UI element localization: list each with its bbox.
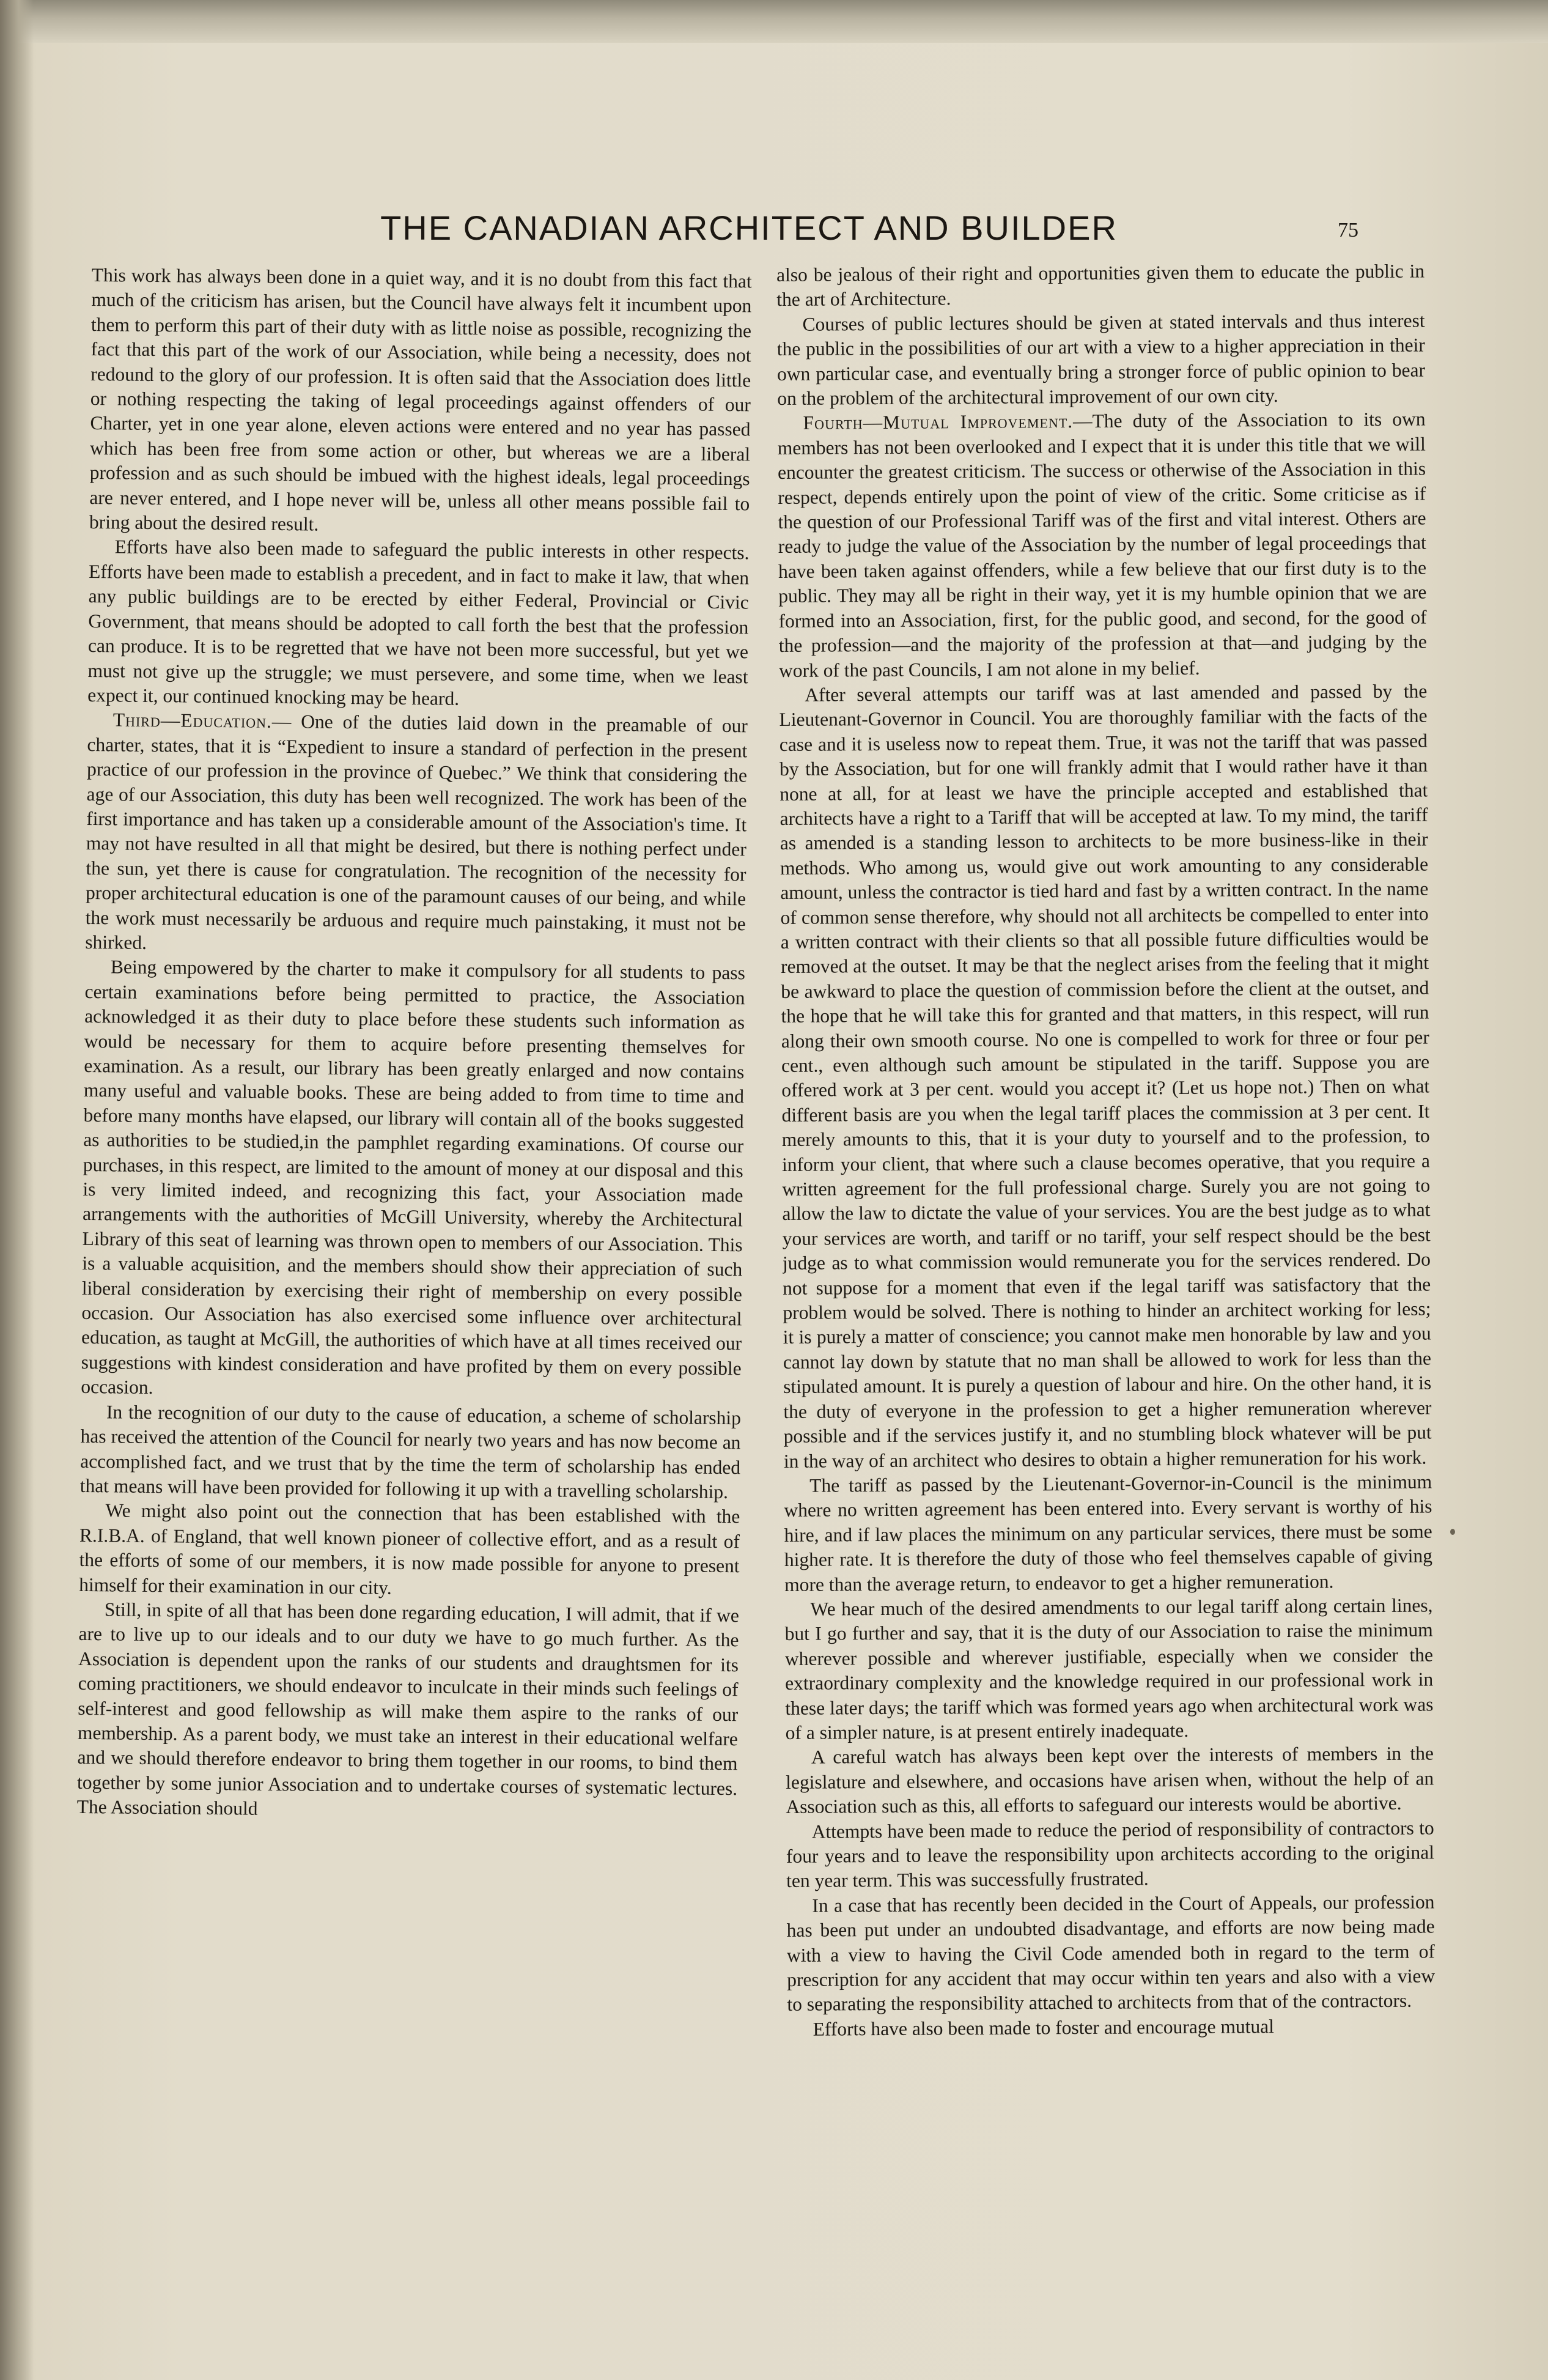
paragraph: Being empowered by the charter to make it compulsory for all students to pass certain examinations before being permitted to practice, the Association acknowledged it as their duty to place before these students such information as would be necessary for them to acquire before presenting themselves for examination. As a result, our library has been greatly enlarged and now contains many useful and valuable books. These are being added to from time to time and before many months have elapsed, our library will contain all of the books suggested as authorities to be studied,in the pamphlet regarding examinations. Of course our purchases, in this respect, are limited to the amount of money at our disposal and this is very limited indeed, and recognizing this fact, your Association made arrangements with the authorities of McGill University, whereby the Architectural Library of this seat of learning was thrown open to members of our Association. This is a valuable acquisition, and the members should show their appreciation of such liberal consideration by exercising their right of membership on every possible occasion. Our Association has also exercised some influence over architectural education, as taught at McGill, the authorities of which have at all times received our suggestions with kindest consideration and have profited by them on every possible occasion.: [81, 956, 746, 1399]
section-paragraph-mutual-improvement: [777, 407, 1427, 683]
running-head: [0, 203, 1548, 252]
paragraph: Still, in spite of all that has been done regarding education, I will admit, that if we are to live up to our ideals and to our duty we have to go much further. As the Association is dependent upon the ranks of our students and draughtsmen for its coming practitioners, we should endeavor to inculcate in their minds such feelings of self-interest and good fellowship as will make them aspire to the ranks of our membership. As a parent body, we must take an interest in their educational welfare and we should therefore endeavor to bring them together in our rooms, to bind them together by some junior Association and to undertake courses of systematic lectures. The Association should: [76, 1598, 739, 1819]
section-paragraph-education: [85, 708, 748, 961]
paragraph: The tariff as passed by the Lieutenant-Governor-in-Council is the minimum where no written agreement has been entered into. Every servant is worthy of his hire, and if law places the minimum on any particular services, there must be some higher rate. It is therefore the duty of those who feel themselves capable of giving more than the average return, to endeavor to get a higher remuneration.: [784, 1471, 1433, 1595]
paragraph: We hear much of the desired amendments to our legal tariff along certain lines, but I go further and say, that it is the duty of our Association to raise the minimum wherever possible and wherever justifiable, especially when we consider the extraordinary complexity and the knowledge required in our professional work in these later days; the tariff which was formed years ago when architectural work was of a simpler nature, is at present entirely inadequate.: [784, 1594, 1434, 1743]
paragraph: This work has always been done in a quiet way, and it is no doubt from this fact that much of the criticism has arisen, but the Council have always felt it incumbent upon them to perform this part of their duty with as little noise as possible, recognizing the fact that this part of the work of our Association, while being a necessity, does not redound to the glory of our profession. It is often said that the Association does little or nothing respecting the taking of legal proceedings against offenders of our Charter, yet in one year alone, eleven actions were entered and no year has passed which has been free from some action or other, but whereas we are a liberal profession and as such should be imbued with the highest ideals, legal proceedings are never entered, and I hope never will be, unless all other means possible fail to bring about the desired result.: [89, 264, 752, 535]
paragraph: also be jealous of their right and opportunities given them to educate the public in the art of Architecture.: [776, 260, 1425, 311]
paragraph: After several attempts our tariff was at last amended and passed by the Lieutenant-Governor in Council. You are thoroughly familiar with the facts of the case and it is useless now to repeat them. True, it was not the tariff that was passed by the Association, but for one will frankly admit that I would rather have it than none at all, for at least we have the principle accepted and established that architects have a right to a Tariff that will be accepted at law. To my mind, the tariff as amended is a standing lesson to architects to be more business-like in their methods. Who among us, would give out work amounting to any considerable amount, unless the contractor is tied hard and fast by a written contract. In the name of common sense therefore, why should not all architects be compelled to enter into a written contract with their clients so that all possible future difficulties would be removed at the outset. It may be that the neglect arises from the feeling that it might be awkward to place the question of commission before the client at the outset, and the hope that he will take this for granted and that matters, in this respect, will run along their own smooth course. No one is compelled to work for three or four per cent., even although such amount be stipulated in the tariff. Suppose you are offered work at 3 per cent. would you accept it? (Let us hope not.) Then on what different basis are you when the legal tariff places the commission at 3 per cent. It merely amounts to this, that it is your duty to yourself and to the profession, to inform your client, that where such a clause becomes operative, that you require a written agreement for the full professional charge. Surely you are not going to allow the law to dictate the value of your services. You are the best judge as to what your services are worth, and tariff or no tariff, your self respect should be the best judge as to what commission would remunerate you for the services rendered. Do not suppose for a moment that even if the legal tariff was satisfactory that the problem would be solved. There is nothing to hinder an architect working for less; it is purely a matter of conscience; you cannot make men honorable by law and you cannot lay down by statute that no man shall be allowed to work for less than the stipulated amount. It is purely a question of labour and hire. On the other hand, it is the duty of everyone in the profession to get a higher remuneration wherever possible and if the services justify it, and no stumbling block whatever will be put in the way of an architect who desires to obtain a higher remuneration for his work.: [779, 680, 1432, 1472]
paragraph: Efforts have also been made to safeguard the public interests in other respects. Efforts have been made to establish a precedent, and in fact to make it law, that when any public buildings are to be erected by either Federal, Provincial or Civic Government, that means should be adopted to call forth the best that the profession can produce. It is to be regretted that we have not been more successful, but yet we must not give up the struggle; we must persevere, and some time, when we least expect it, our continued knocking may be heard.: [87, 536, 750, 709]
paragraph: Attempts have been made to reduce the period of responsibility of contractors to four years and to leave the responsibility upon architects according to the original ten year term. This was successfully frustrated.: [786, 1817, 1435, 1892]
paragraph-text: —The duty of the Association to its own members has not been overlooked and I expect that it is under this title that we will encounter the greatest criticism. The success or otherwise of the Association in this respect, depends entirely upon the point of view of the critic. Some criticise as if the question of our Professional Tariff was of the first and vital interest. Others are ready to judge the value of the Association by the number of legal proceedings that have been taken against offenders, while a few believe that our first duty is to the public. They may all be right in their way, yet it is my humble opinion that we are formed into an Association, first, for the public good, and second, for the good of the profession—and the majority of the profession at that—and judging by the work of the past Councils, I am not alone in my belief.: [777, 408, 1427, 681]
journal-title: THE CANADIAN ARCHITECT AND BUILDER: [380, 209, 1118, 247]
left-column: [72, 263, 752, 2373]
paragraph-text: — One of the duties laid down in the preamable of our charter, states, that it is “Expedient to insure a standard of perfection in the present practice of our profession in the province of Quebec.” We think that considering the age of our Association, this duty has been well recognized. The work has been of the first importance and has taken up a considerable amount of the Association's time. It may not have resulted in all that might be desired, but there is nothing perfect under the sun, yet there is cause for congratulation. The recognition of the necessity for proper architectural education is one of the paramount causes of our being, and while the work must necessarily be arduous and require much painstaking, it must not be shirked.: [85, 711, 748, 953]
page-number: 75: [1338, 219, 1358, 242]
section-heading-mutual-improvement: Fourth—Mutual Improvement.: [803, 410, 1074, 434]
right-column: [776, 259, 1437, 2367]
paragraph: In the recognition of our duty to the cause of education, a scheme of scholarship has received the attention of the Council for nearly two years and has now become an accomplished fact, and we trust that by the time the term of scholarship has ended that means will have been provided for following it up with a travelling scholarship.: [79, 1401, 742, 1502]
paragraph: In a case that has recently been decided in the Court of Appeals, our profession has been put under an undoubted disadvantage, and efforts are now being made with a view to having the Civil Code amended both in regard to the term of prescription for any accident that may occur within ten years and also with a view to separating the responsibility attached to architects from that of the contractors.: [786, 1891, 1436, 2016]
section-heading-education: Third—Education.: [112, 709, 273, 733]
paragraph: We might also point out the connection that has been established with the R.I.B.A. of England, that well known pioneer of collective effort, and as a result of the efforts of some of our members, it is now made possible for anyone to present himself for their examination in our city.: [79, 1499, 740, 1598]
binding-gutter-shadow: [0, 0, 34, 2380]
page-top-edge: [0, 0, 1548, 43]
ink-speck: [1450, 1529, 1455, 1535]
paragraph: Efforts have also been made to foster and encourage mutual: [813, 2015, 1275, 2040]
paragraph: Courses of public lectures should be given at stated intervals and thus interest the public in the possibilities of our art with a view to a higher appreciation in their own particular case, and eventually bring a stronger force of public opinion to bear on the problem of the architectural improvement of our own city.: [776, 309, 1426, 410]
paragraph: A careful watch has always been kept over the interests of members in the legislature and elsewhere, and occasions have arisen when, without the help of an Association such as this, all efforts to safeguard our interests would be abortive.: [786, 1742, 1434, 1818]
